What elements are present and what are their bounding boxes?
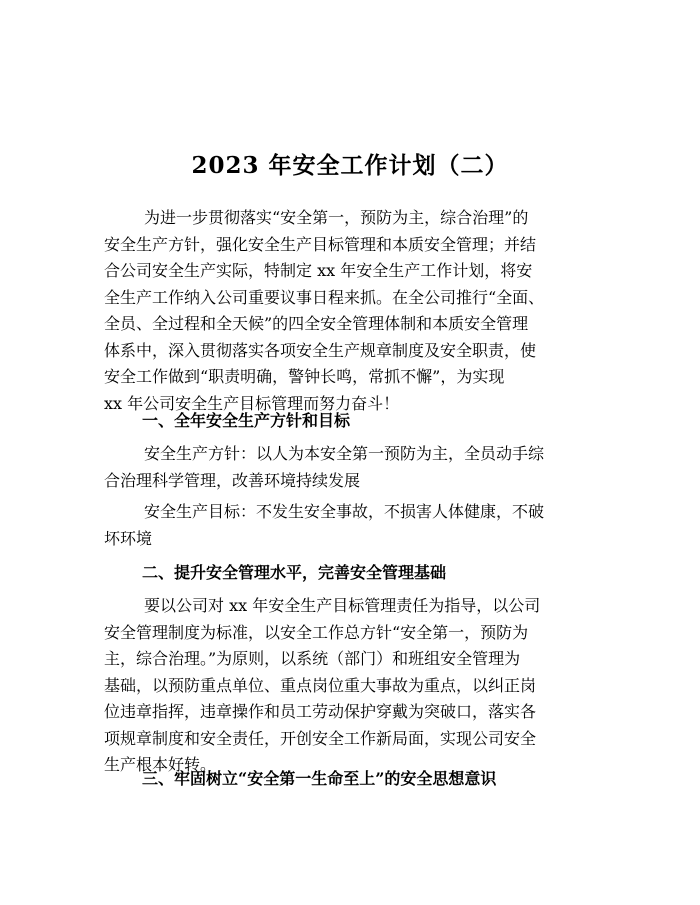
intro-paragraph [104,205,604,417]
paragraph-line: 全员、全过程和全天候”的四全安全管理体制和本质安全管理 [104,314,529,333]
paragraph-line: 主，综合治理。”为原则，以系统（部门）和班组安全管理为 [104,649,521,668]
paragraph-line: 安全管理制度为标准，以安全工作总方针“安全第一，预防为 [104,622,529,642]
paragraph-line: 合公司安全生产实际，特制定 xx 年安全生产工作计划，将安 [104,261,533,280]
policy-paragraph [104,441,604,494]
paragraph-line: 安全生产方针：以人为本安全第一预防为主，全员动手综 [144,444,545,463]
paragraph-line: 基础，以预防重点单位、重点岗位重大事故为重点，以纠正岗 [104,675,537,695]
section-heading-1: 一、全年安全生产方针和目标 [142,411,351,430]
paragraph-line: 项规章制度和安全责任，开创安全工作新局面，实现公司安全 [104,728,537,748]
paragraph-line: 为进一步贯彻落实“安全第一，预防为主，综合治理”的 [144,208,529,227]
section2-paragraph [104,593,604,779]
goal-paragraph [104,499,604,552]
paragraph-line: 安全工作做到“职责明确，警钟长鸣，常抓不懈”，为实现 [104,367,505,386]
paragraph-line: 安全生产目标：不发生安全事故，不损害人体健康，不破 [144,502,545,521]
paragraph-line: 安全生产方针，强化安全生产目标管理和本质安全管理；并结 [104,234,537,254]
paragraph-line: 位违章指挥，违章操作和员工劳动保护穿戴为突破口，落实各 [104,702,537,721]
paragraph-line: 生产根本好转。 [104,755,217,774]
paragraph-line: 合治理科学管理，改善环境持续发展 [104,470,361,490]
section-heading-3: 三、牢固树立“安全第一生命至上”的安全思想意识 [142,769,497,788]
paragraph-line: xx 年公司安全生产目标管理而努力奋斗！ [104,393,400,413]
paragraph-line: 坏环境 [104,528,153,548]
paragraph-line: 要以公司对 xx 年安全生产目标管理责任为指导，以公司 [144,596,541,615]
document-title: 2023 年安全工作计划（二） [191,152,509,179]
section-heading-2: 二、提升安全管理水平，完善安全管理基础 [142,563,447,582]
paragraph-line: 全生产工作纳入公司重要议事日程来抓。在全公司推行“全面、 [104,287,545,307]
paragraph-line: 体系中，深入贯彻落实各项安全生产规章制度及安全职责，使 [104,340,537,360]
